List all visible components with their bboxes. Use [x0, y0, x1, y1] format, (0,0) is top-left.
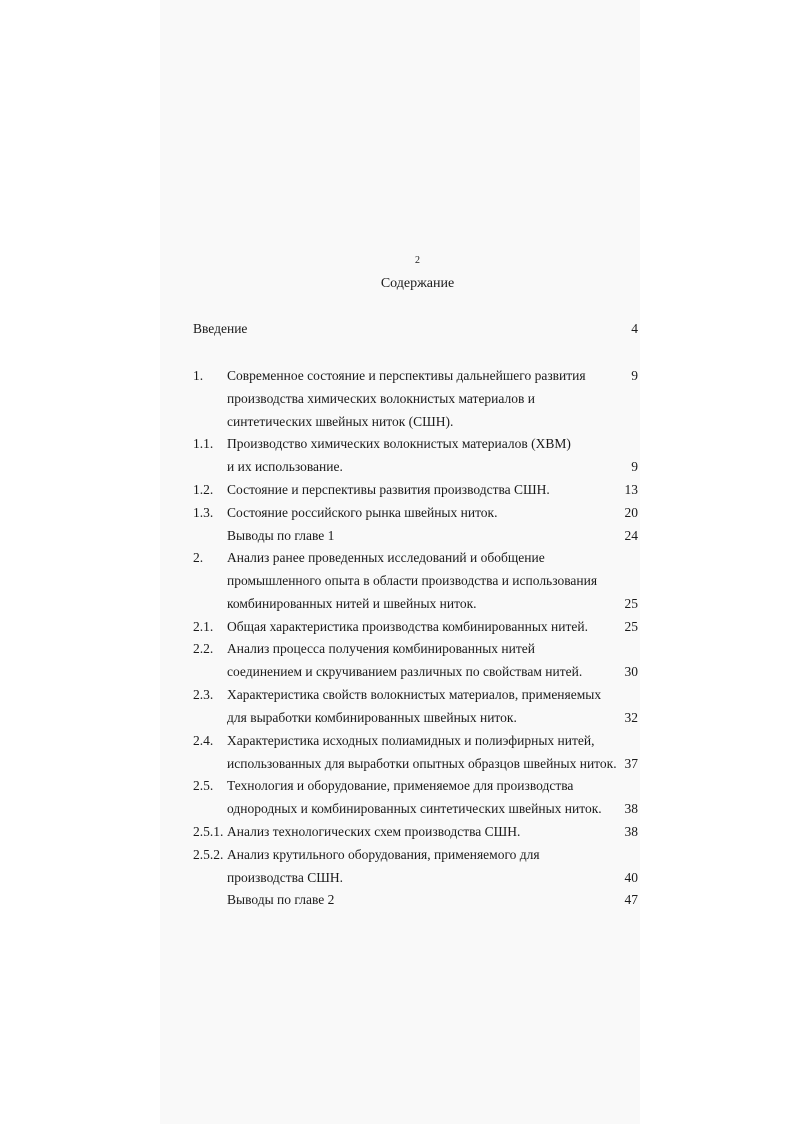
- toc-entry-page: 37: [624, 756, 638, 771]
- toc-entry-page: 20: [624, 505, 638, 520]
- toc-entry-text: Производство химических волокнистых материалов (ХВМ): [227, 436, 571, 451]
- toc-entry-page: 25: [624, 619, 638, 634]
- toc-entry-text: Современное состояние и перспективы дальнейшего развития: [227, 368, 586, 383]
- toc-entry-text: Характеристика свойств волокнистых материалов, применяемых: [227, 687, 602, 702]
- toc-entry-number: 1.: [193, 368, 204, 383]
- toc-entry-text: Выводы по главе 1: [227, 528, 335, 543]
- toc-entry-text: производства СШН.: [227, 870, 343, 885]
- toc-entry-text: для выработки комбинированных швейных ниток.: [227, 710, 517, 725]
- toc-entry-text: Выводы по главе 2: [227, 892, 335, 907]
- toc-entry-text: однородных и комбинированных синтетических швейных ниток.: [227, 801, 602, 816]
- toc-entry-text: Технология и оборудование, применяемое для производства: [227, 778, 574, 793]
- toc-entry-text: синтетических швейных ниток (СШН).: [227, 414, 454, 429]
- toc-entry-page: 13: [624, 482, 638, 497]
- toc-entry-page: 38: [624, 801, 638, 816]
- toc-entry-number: 1.2.: [193, 482, 214, 497]
- toc-entry-number: 2.5.: [193, 778, 214, 793]
- toc-entry-page: 24: [624, 528, 638, 543]
- toc-entry-number: 2.3.: [193, 687, 214, 702]
- toc-entry-number: 1.3.: [193, 505, 214, 520]
- toc-entry-text: использованных для выработки опытных образцов швейных ниток.: [227, 756, 617, 771]
- toc-entry-text: комбинированных нитей и швейных ниток.: [227, 596, 477, 611]
- toc-entry-number: 2.1.: [193, 619, 214, 634]
- toc-entry-text: Анализ технологических схем производства СШН.: [227, 824, 521, 839]
- toc-entry-number: 2.5.2.: [193, 847, 224, 862]
- toc-entry-page: 30: [624, 664, 638, 679]
- toc-entry-text: промышленного опыта в области производства и использования: [227, 573, 598, 588]
- toc-entry-text: и их использование.: [227, 459, 343, 474]
- toc-entry-text: производства химических волокнистых материалов и: [227, 391, 535, 406]
- page-title: Содержание: [380, 276, 455, 291]
- toc-entry-page: 32: [624, 710, 638, 725]
- toc-entry-text: Характеристика исходных полиамидных и полиэфирных нитей,: [227, 733, 595, 748]
- toc-entry-page: 9: [631, 368, 638, 383]
- toc-entry-text: Анализ крутильного оборудования, применяемого для: [227, 847, 540, 862]
- toc-entry-text: Состояние и перспективы развития производства СШН.: [227, 482, 550, 497]
- toc-entry-page: 38: [624, 824, 638, 839]
- toc-entry-page: 47: [624, 892, 638, 907]
- toc-entry-text: соединением и скручиванием различных по свойствам нитей.: [227, 664, 583, 679]
- toc-entry-page: 9: [631, 459, 638, 474]
- toc-entry-text: Введение: [193, 321, 248, 336]
- toc-entry-text: Состояние российского рынка швейных ниток.: [227, 505, 498, 520]
- toc-entry-number: 1.1.: [193, 436, 214, 451]
- toc-entry-page: 4: [631, 321, 638, 336]
- toc-entry-text: Анализ ранее проведенных исследований и обобщение: [227, 550, 545, 565]
- toc-entry-number: 2.4.: [193, 733, 214, 748]
- toc-entry-number: 2.5.1.: [193, 824, 224, 839]
- toc-entry-number: 2.: [193, 550, 204, 565]
- toc-entry-text: Общая характеристика производства комбинированных нитей.: [227, 619, 588, 634]
- page-number: 2: [415, 255, 420, 266]
- toc-entry-page: 40: [624, 870, 638, 885]
- toc-entry-number: 2.2.: [193, 641, 214, 656]
- toc-entry-page: 25: [624, 596, 638, 611]
- toc-entry-text: Анализ процесса получения комбинированных нитей: [227, 641, 535, 656]
